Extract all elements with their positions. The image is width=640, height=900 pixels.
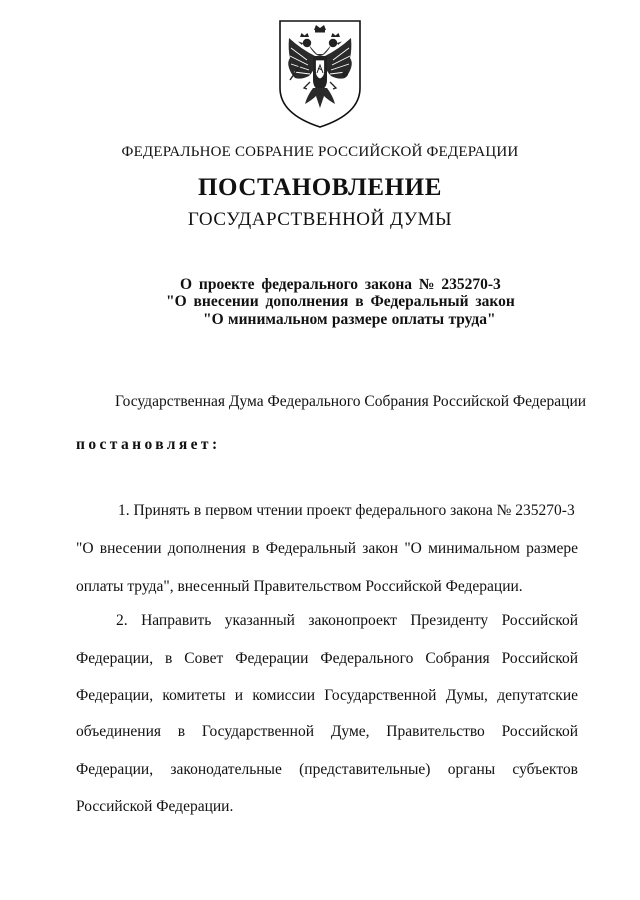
- paragraph-line: 2. Направить указанный законопроект Президенту Российской: [116, 612, 578, 629]
- document-subtitle: ГОСУДАРСТВЕННОЙ ДУМЫ: [187, 209, 453, 230]
- paragraph-line: Российской Федерации.: [76, 798, 234, 815]
- paragraph-line: "О внесении дополнения в Федеральный закон "О минимальном размере: [76, 540, 578, 557]
- paragraph-line: Федерации, в Совет Федерации Федерального Собрания Российской: [76, 650, 578, 667]
- preamble-text: Государственная Дума Федерального Собрания Российской Федерации: [115, 393, 587, 410]
- paragraph-line: объединения в Государственной Думе, Правительство Российской: [76, 723, 578, 740]
- assembly-name: ФЕДЕРАЛЬНОЕ СОБРАНИЕ РОССИЙСКОЙ ФЕДЕРАЦИИ: [121, 144, 519, 160]
- paragraph-line: 1. Принять в первом чтении проект федерального закона № 235270-3: [118, 502, 575, 519]
- subject-line: О проекте федерального закона № 235270-3: [180, 276, 501, 293]
- subject-line: "О минимальном размере оплаты труда": [203, 311, 496, 328]
- document-title: ПОСТАНОВЛЕНИЕ: [197, 174, 443, 201]
- paragraph-line: Федерации, законодательные (представительные) органы субъектов: [76, 761, 578, 778]
- paragraph-line: Федерации, комитеты и комиссии Государственной Думы, депутатские: [76, 687, 578, 704]
- paragraph-line: оплаты труда", внесенный Правительством Российской Федерации.: [76, 578, 523, 595]
- coat-of-arms-icon: [277, 18, 363, 130]
- subject-line: "О внесении дополнения в Федеральный закон: [166, 293, 515, 310]
- resolves-heading: постановляет:: [76, 436, 221, 453]
